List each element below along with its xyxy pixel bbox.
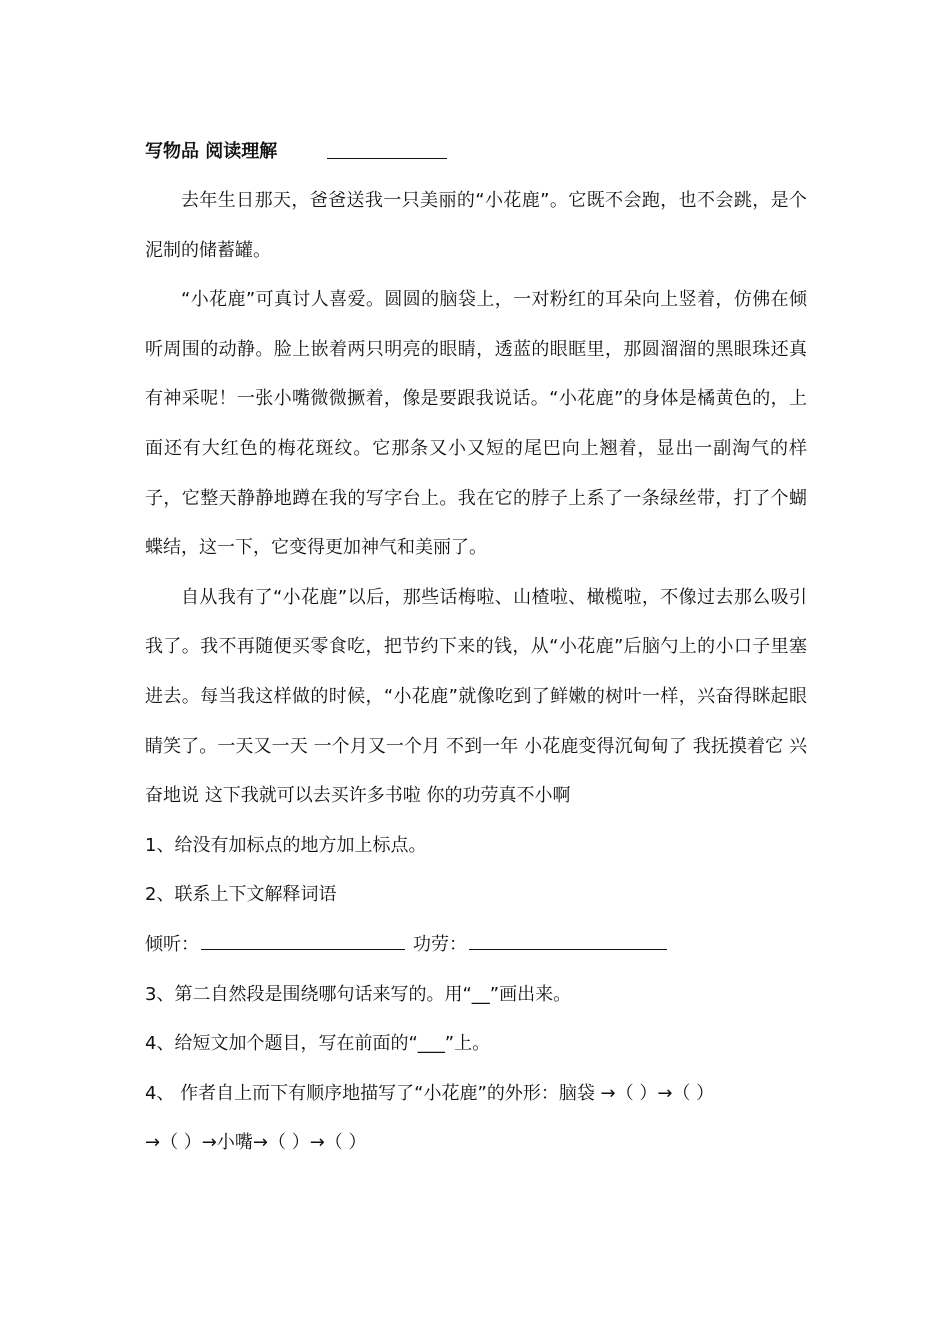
question-2: 2、联系上下文解释词语 bbox=[145, 884, 337, 906]
question-4: 4、给短文加个题目，写在前面的“___”上。 bbox=[145, 1033, 491, 1055]
question-5-line-2: →（ ）→小嘴→（ ）→（ ） bbox=[145, 1132, 367, 1154]
worksheet-title: 写物品 阅读理解 bbox=[145, 141, 278, 162]
question-1: 1、给没有加标点的地方加上标点。 bbox=[145, 834, 427, 856]
passage-paragraph-1: 去年生日那天，爸爸送我一只美丽的“小花鹿”。它既不会跑，也不会跳，是个泥制的储蓄罐。 bbox=[145, 190, 807, 261]
question-2-answers bbox=[145, 920, 807, 970]
title-answer-blank[interactable] bbox=[327, 142, 447, 159]
worksheet-content bbox=[145, 176, 807, 1168]
question-3: 3、第二自然段是围绕哪句话来写的。用“__”画出来。 bbox=[145, 983, 572, 1005]
passage-paragraph-3: 自从我有了“小花鹿”以后，那些话梅啦、山楂啦、橄榄啦，不像过去那么吸引我了。我不再随便买零食吃，把节约下来的钱，从“小花鹿”后脑勺上的小口子里塞进去。每当我这样做的时候，“小花鹿”就像吃到了鲜嫩的树叶一样，兴奋得眯起眼睛笑了。一天又一天 一个月又一个月 不到一年 小花鹿变得沉甸甸了 我抚摸着它 兴奋地说 这下我就可以去买许多书啦 你的功劳真不小啊 bbox=[145, 586, 807, 807]
word-gonglao-label: 功劳： bbox=[413, 933, 467, 955]
passage-paragraph-2: “小花鹿”可真讨人喜爱。圆圆的脑袋上，一对粉红的耳朵向上竖着，仿佛在倾听周围的动静。脸上嵌着两只明亮的眼睛，透蓝的眼眶里，那圆溜溜的黑眼珠还真有神采呢！一张小嘴微微撅着，像是要跟我说话。“小花鹿”的身体是橘黄色的，上面还有大红色的梅花斑纹。它那条又小又短的尾巴向上翘着，显出一副淘气的样子，它整天静静地蹲在我的写字台上。我在它的脖子上系了一条绿丝带，打了个蝴蝶结，这一下，它变得更加神气和美丽了。 bbox=[145, 289, 807, 559]
title-row bbox=[145, 136, 447, 164]
word-qingting-label: 倾听： bbox=[145, 933, 199, 955]
word-gonglao-answer-blank[interactable] bbox=[469, 935, 667, 950]
word-qingting-answer-blank[interactable] bbox=[201, 935, 405, 950]
question-5-line-1: 4、 作者自上而下有顺序地描写了“小花鹿”的外形：脑袋 →（ ）→（ ） bbox=[145, 1082, 715, 1104]
